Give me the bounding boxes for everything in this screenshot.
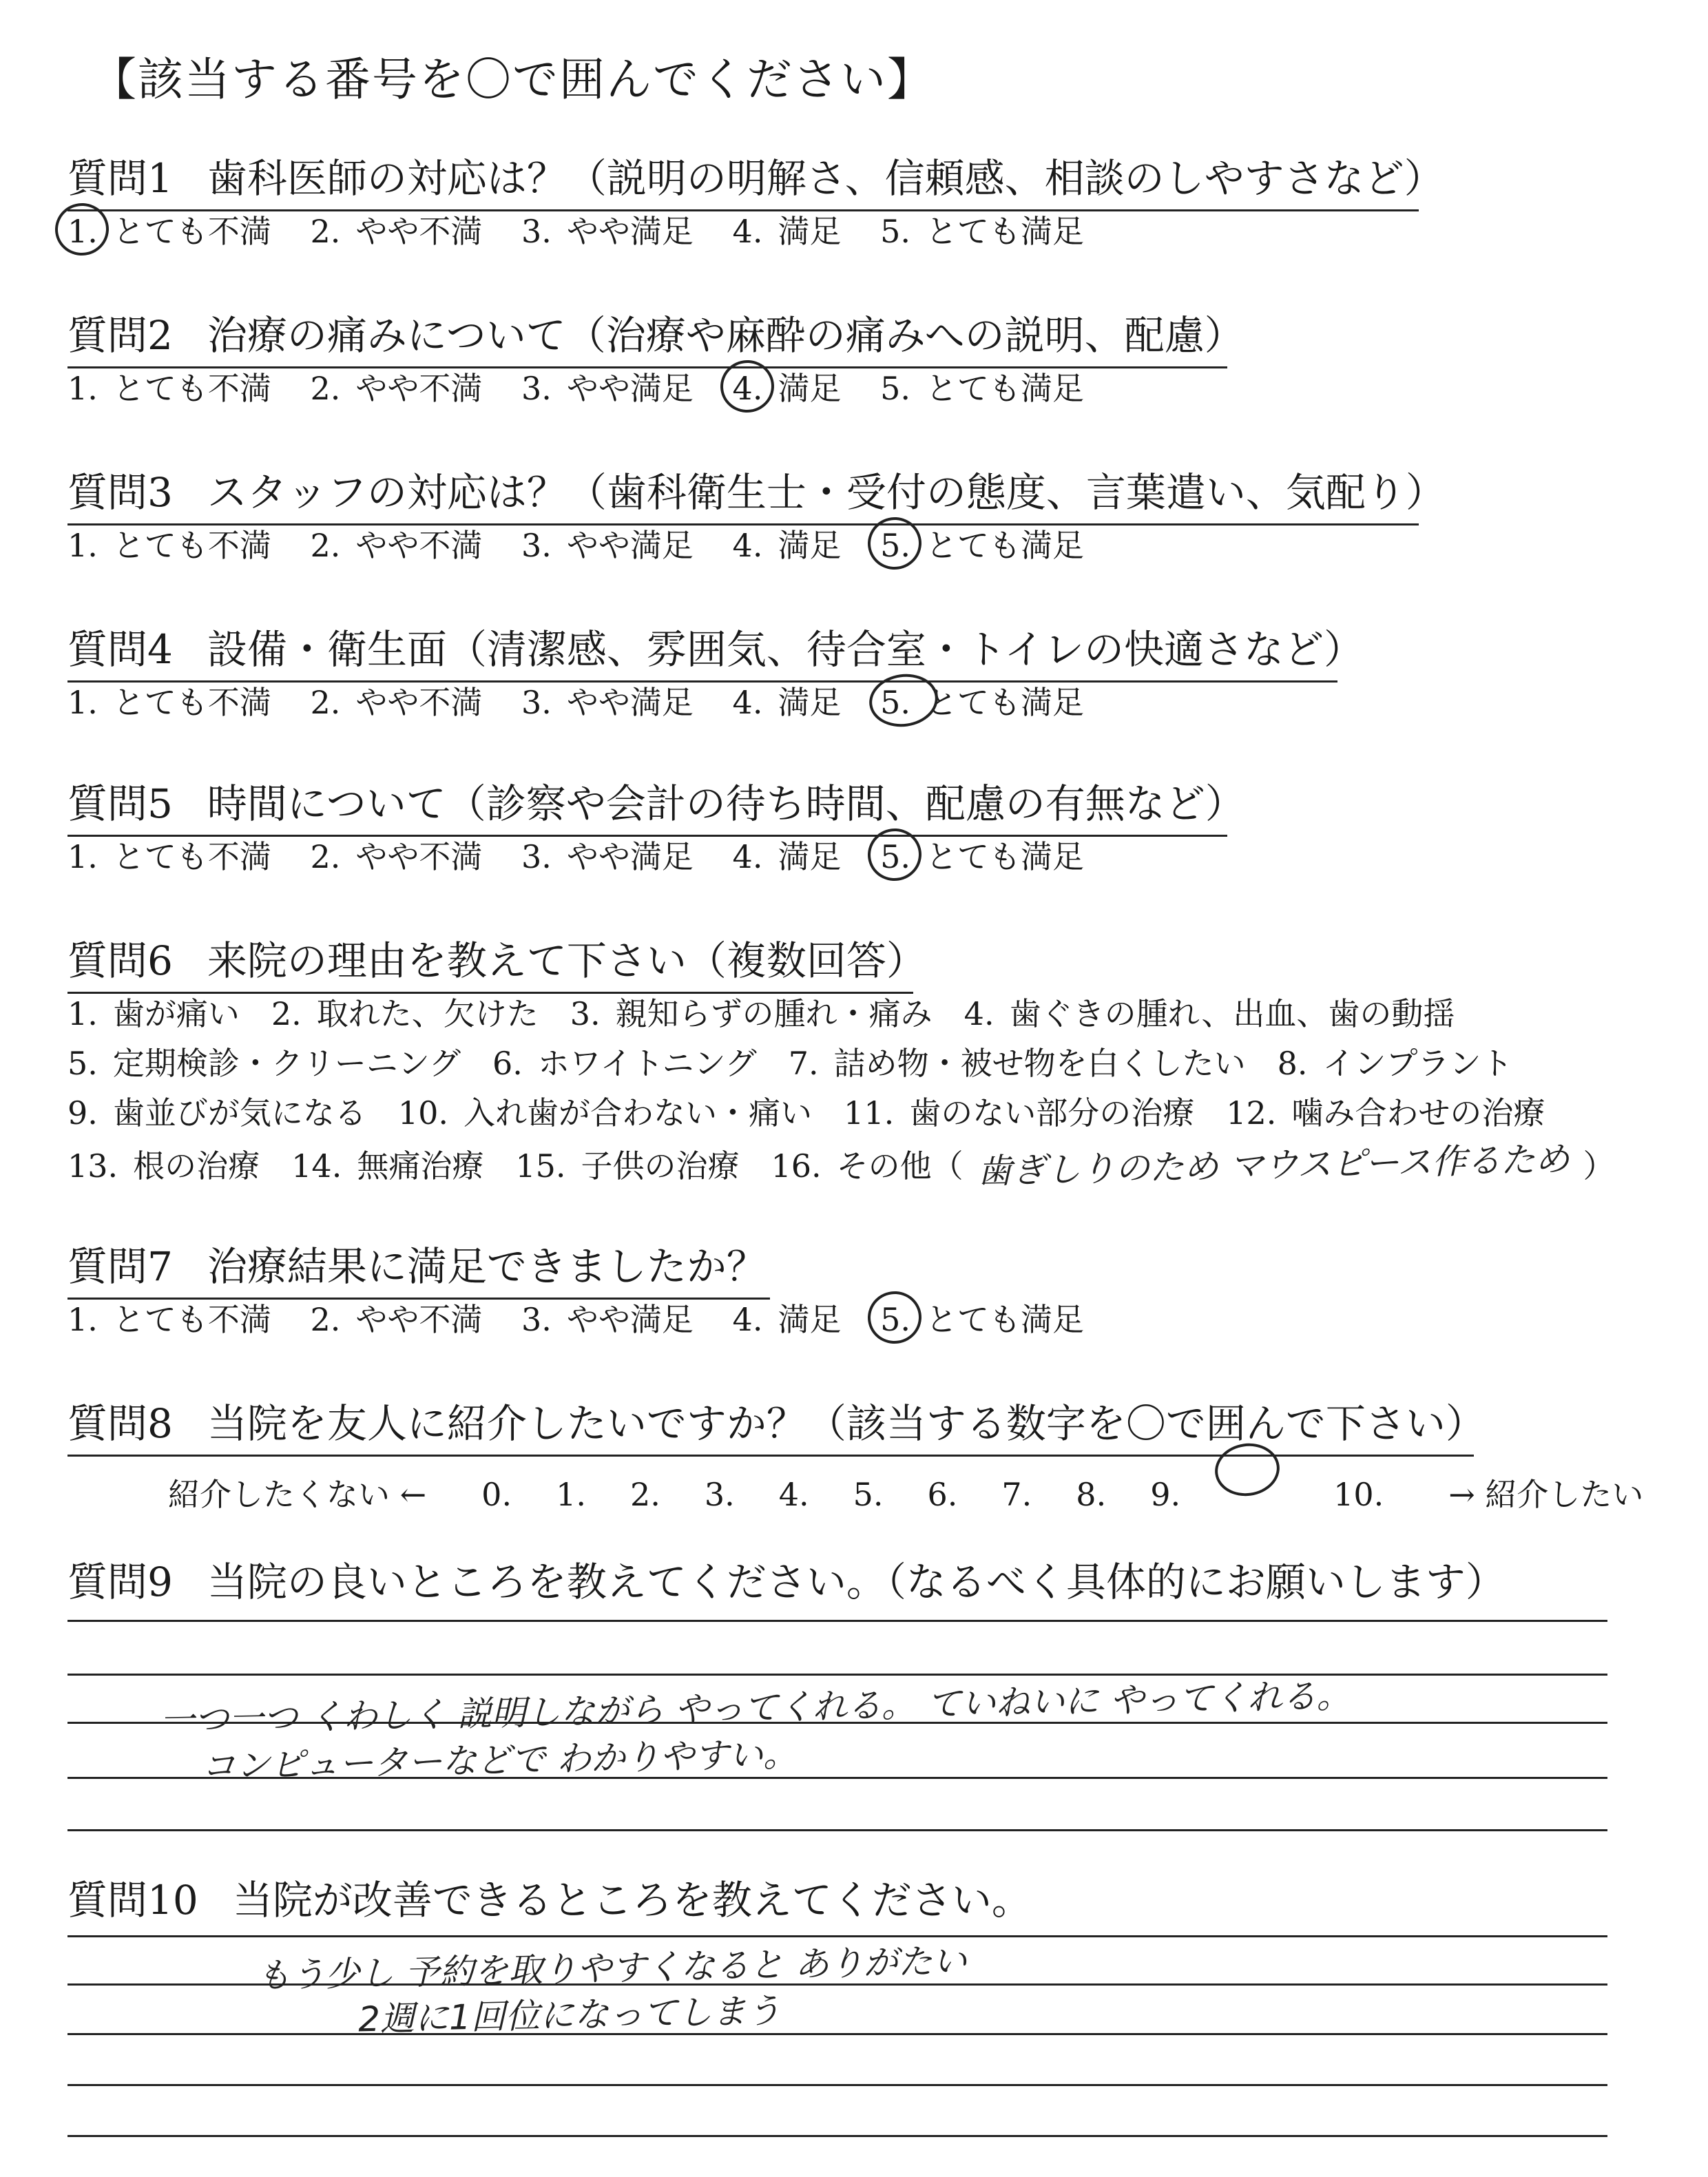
q9-handwritten-answer-line-2: コンピューターなどで わかりやすい。 bbox=[200, 1733, 798, 1787]
q8-scale-9[interactable]: 9. bbox=[1150, 1476, 1181, 1513]
q4-option-5[interactable]: 5. とても満足 bbox=[880, 678, 1084, 723]
q8-scale bbox=[168, 1453, 1643, 1515]
q1-option-2[interactable]: 2. やや不満 bbox=[310, 213, 483, 250]
q6-option-4[interactable]: 4. 歯ぐきの腫れ、出血、歯の動揺 bbox=[964, 995, 1455, 1032]
q6-option-11[interactable]: 11. 歯のない部分の治療 bbox=[844, 1094, 1195, 1132]
q8-scale-8[interactable]: 8. bbox=[1076, 1476, 1107, 1513]
q6-option-15[interactable]: 15. 子供の治療 bbox=[515, 1147, 740, 1185]
q4-option-3[interactable]: 3. やや満足 bbox=[521, 684, 694, 721]
question-5-text: 時間について（診察や会計の待ち時間、配慮の有無など） bbox=[207, 780, 1245, 827]
question-6-heading bbox=[67, 928, 926, 994]
q6-option-6[interactable]: 6. ホワイトニング bbox=[492, 1045, 757, 1082]
page-title: 【該当する番号を〇で囲んでください】 bbox=[91, 53, 934, 106]
q1-option-4[interactable]: 4. 満足 bbox=[732, 213, 842, 250]
question-7-label: 質問7 bbox=[67, 1243, 173, 1290]
question-9-heading bbox=[67, 1550, 1506, 1607]
q8-scale-4[interactable]: 4. bbox=[778, 1476, 809, 1513]
question-1-heading bbox=[67, 146, 1444, 211]
q7-option-1[interactable]: 1. とても不満 bbox=[67, 1301, 271, 1338]
question-6-label: 質問6 bbox=[67, 937, 173, 984]
q10-answer-line bbox=[67, 2135, 1607, 2137]
q10-answer-line bbox=[67, 2084, 1607, 2086]
selection-circle bbox=[52, 200, 112, 259]
question-3-label: 質問3 bbox=[67, 469, 173, 516]
q8-scale-6[interactable]: 6. bbox=[927, 1476, 958, 1513]
question-2-heading bbox=[67, 303, 1244, 368]
q2-option-3[interactable]: 3. やや満足 bbox=[521, 370, 694, 407]
q9-answer-line bbox=[67, 1829, 1607, 1831]
selection-circle bbox=[866, 669, 941, 731]
q8-scale-5[interactable]: 5. bbox=[853, 1476, 884, 1513]
q6-option-14[interactable]: 14. 無痛治療 bbox=[291, 1147, 484, 1185]
selection-circle bbox=[717, 357, 778, 416]
question-3-options bbox=[67, 521, 1084, 566]
q8-scale-1[interactable]: 1. bbox=[556, 1476, 586, 1513]
q6-other-paren-close: ） bbox=[1583, 1147, 1615, 1185]
q7-option-3[interactable]: 3. やや満足 bbox=[521, 1301, 694, 1338]
q8-scale-7[interactable]: 7. bbox=[1001, 1476, 1032, 1513]
q4-option-2[interactable]: 2. やや不満 bbox=[310, 684, 483, 721]
question-3-heading bbox=[67, 460, 1446, 525]
q6-option-16[interactable]: 16. その他（ bbox=[771, 1147, 964, 1185]
q8-left-label: 紹介したくない ← bbox=[168, 1476, 427, 1513]
question-8-text: 当院を友人に紹介したいですか？（該当する数字を〇で囲んで下さい） bbox=[207, 1400, 1486, 1447]
question-10-heading bbox=[67, 1868, 1032, 1926]
q6-option-3[interactable]: 3. 親知らずの腫れ・痛み bbox=[570, 995, 933, 1032]
q7-option-4[interactable]: 4. 満足 bbox=[732, 1301, 842, 1338]
q6-options-row-1 bbox=[67, 989, 1486, 1034]
selection-circle bbox=[864, 825, 925, 884]
q9-answer-line bbox=[67, 1777, 1607, 1779]
q1-option-5[interactable]: 5. とても満足 bbox=[880, 213, 1084, 250]
question-4-text: 設備・衛生面（清潔感、雰囲気、待合室・トイレの快適さなど） bbox=[207, 626, 1364, 673]
question-2-text: 治療の痛みについて（治療や麻酔の痛みへの説明、配慮） bbox=[207, 312, 1244, 359]
q8-scale-2[interactable]: 2. bbox=[629, 1476, 660, 1513]
question-10-text: 当院が改善できるところを教えてください。 bbox=[232, 1877, 1032, 1924]
question-7-heading bbox=[67, 1234, 770, 1300]
question-9-text: 当院の良いところを教えてください。（なるべく具体的にお願いします） bbox=[207, 1559, 1506, 1605]
q8-scale-3[interactable]: 3. bbox=[704, 1476, 735, 1513]
q9-answer-line bbox=[67, 1620, 1607, 1622]
question-1-label: 質問1 bbox=[67, 155, 173, 202]
q6-options-row-4 bbox=[67, 1138, 1615, 1191]
q8-right-label: → 紹介したい bbox=[1448, 1476, 1644, 1513]
q8-scale-10[interactable]: 10. bbox=[1225, 1453, 1428, 1513]
question-6-text: 来院の理由を教えて下さい（複数回答） bbox=[207, 937, 926, 984]
q7-option-2[interactable]: 2. やや不満 bbox=[310, 1301, 483, 1338]
question-8-label: 質問8 bbox=[67, 1400, 173, 1447]
q6-options-row-3 bbox=[67, 1088, 1576, 1134]
q5-option-4[interactable]: 4. 満足 bbox=[732, 838, 842, 875]
q2-option-5[interactable]: 5. とても満足 bbox=[880, 370, 1084, 407]
q2-option-2[interactable]: 2. やや不満 bbox=[310, 370, 483, 407]
q10-answer-line bbox=[67, 2033, 1607, 2035]
q6-option-2[interactable]: 2. 取れた、欠けた bbox=[271, 995, 539, 1032]
q6-option-12[interactable]: 12. 噛み合わせの治療 bbox=[1226, 1094, 1545, 1132]
q10-handwritten-answer-line-1: もう少し 予約を取りやすくなると ありがたい bbox=[256, 1941, 968, 1996]
q3-option-1[interactable]: 1. とても不満 bbox=[67, 527, 271, 564]
question-4-options bbox=[67, 678, 1084, 723]
q9-answer-line bbox=[67, 1674, 1607, 1676]
q5-option-3[interactable]: 3. やや満足 bbox=[521, 838, 694, 875]
q6-option-9[interactable]: 9. 歯並びが気になる bbox=[67, 1094, 366, 1132]
q3-option-2[interactable]: 2. やや不満 bbox=[310, 527, 483, 564]
question-4-heading bbox=[67, 617, 1364, 683]
q2-option-1[interactable]: 1. とても不満 bbox=[67, 370, 271, 407]
q6-option-13[interactable]: 13. 根の治療 bbox=[67, 1147, 260, 1185]
q10-answer-line bbox=[67, 1983, 1607, 1986]
q5-option-5[interactable]: 5. とても満足 bbox=[880, 832, 1084, 877]
q9-handwritten-answer-line-1: 一つ一つ くわしく 説明しながら やってくれる。 ていねいに やってくれる。 bbox=[159, 1675, 1351, 1741]
selection-circle bbox=[864, 514, 925, 573]
q1-option-3[interactable]: 3. やや満足 bbox=[521, 213, 694, 250]
question-5-options bbox=[67, 832, 1084, 877]
question-5-heading bbox=[67, 771, 1245, 837]
question-10-label: 質問10 bbox=[67, 1877, 198, 1924]
q6-option-5[interactable]: 5. 定期検診・クリーニング bbox=[67, 1045, 461, 1082]
q6-other-handwritten: 歯ぎしりのため マウスピース作るため bbox=[977, 1139, 1570, 1191]
q6-option-7[interactable]: 7. 詰め物・被せ物を白くしたい bbox=[788, 1045, 1246, 1082]
q6-option-8[interactable]: 8. インプラント bbox=[1277, 1045, 1513, 1082]
question-5-label: 質問5 bbox=[67, 780, 173, 827]
q3-option-3[interactable]: 3. やや満足 bbox=[521, 527, 694, 564]
q6-option-10[interactable]: 10. 入れ歯が合わない・痛い bbox=[397, 1094, 813, 1132]
q3-option-4[interactable]: 4. 満足 bbox=[732, 527, 842, 564]
q9-answer-line bbox=[67, 1722, 1607, 1724]
selection-circle bbox=[864, 1288, 925, 1347]
question-1-options bbox=[67, 207, 1084, 252]
question-7-options bbox=[67, 1295, 1084, 1340]
q5-option-2[interactable]: 2. やや不満 bbox=[310, 838, 483, 875]
question-7-text: 治療結果に満足できましたか？ bbox=[207, 1243, 767, 1290]
q1-option-1[interactable]: 1. とても不満 bbox=[67, 207, 271, 252]
q3-option-5[interactable]: 5. とても満足 bbox=[880, 521, 1084, 566]
q7-option-5[interactable]: 5. とても満足 bbox=[880, 1295, 1084, 1340]
question-4-label: 質問4 bbox=[67, 626, 173, 673]
q2-option-4[interactable]: 4. 満足 bbox=[733, 364, 842, 409]
question-2-label: 質問2 bbox=[67, 312, 173, 359]
q6-options-row-2 bbox=[67, 1039, 1545, 1084]
q4-option-1[interactable]: 1. とても不満 bbox=[67, 684, 271, 721]
question-9-label: 質問9 bbox=[67, 1559, 173, 1605]
q5-option-1[interactable]: 1. とても不満 bbox=[67, 838, 271, 875]
question-2-options bbox=[67, 364, 1084, 409]
question-3-text: スタッフの対応は？（歯科衛生士・受付の態度、言葉遣い、気配り） bbox=[207, 469, 1446, 516]
question-1-text: 歯科医師の対応は？（説明の明解さ、信頼感、相談のしやすさなど） bbox=[207, 155, 1444, 202]
q6-option-1[interactable]: 1. 歯が痛い bbox=[67, 995, 240, 1032]
q8-scale-0[interactable]: 0. bbox=[481, 1476, 512, 1513]
q4-option-4[interactable]: 4. 満足 bbox=[732, 684, 842, 721]
q10-handwritten-answer-line-2: 2週に1回位になってしまう bbox=[357, 1990, 782, 2040]
